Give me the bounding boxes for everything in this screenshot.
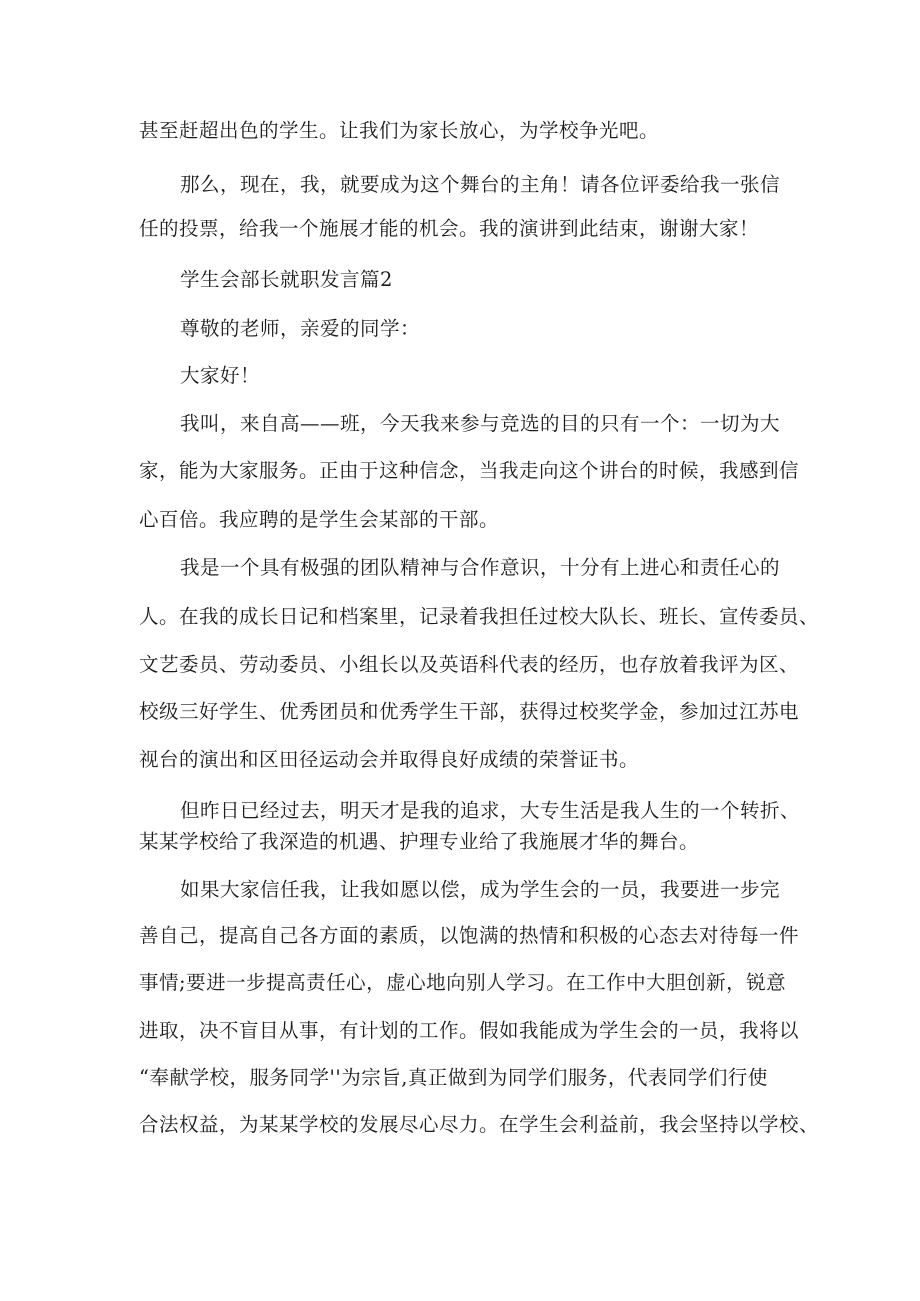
text-line: 校级三好学生、优秀团员和优秀学生干部，获得过校奖学金，参加过江苏电 [139, 700, 800, 723]
text-line: 文艺委员、劳动委员、小组长以及英语科代表的经历，也存放着我评为区、 [139, 653, 800, 676]
paragraph-start-line: 我是一个具有极强的团队精神与合作意识，十分有上进心和责任心的 [180, 556, 781, 579]
paragraph-start-line: 但昨日已经过去，明天才是我的追求，大专生活是我人生的一个转折、 [180, 799, 801, 822]
salutation-line: 尊敬的老师，亲爱的同学： [180, 317, 421, 340]
text-line: 心百倍。我应聘的是学生会某部的干部。 [139, 508, 500, 531]
greeting-line: 大家好！ [180, 364, 261, 387]
text-line: 合法权益，为某某学校的发展尽心尽力。在学生会利益前，我会坚持以学校、 [139, 1113, 820, 1136]
paragraph-start-line: 如果大家信任我，让我如愿以偿，成为学生会的一员，我要进一步完 [180, 878, 781, 901]
text-line: 甚至赶超出色的学生。让我们为家长放心，为学校争光吧。 [139, 119, 660, 142]
paragraph-start-line: 我叫，来自高——班，今天我来参与竞选的目的只有一个：一切为大 [180, 412, 781, 435]
text-line: 人。在我的成长日记和档案里，记录着我担任过校大队长、班长、宣传委员、 [139, 605, 820, 628]
text-line: “奉献学校，服务同学''为宗旨,真正做到为同学们服务，代表同学们行使 [139, 1066, 768, 1089]
text-line: 进取，决不盲目从事，有计划的工作。假如我能成为学生会的一员，我将以 [139, 1019, 800, 1042]
text-line: 善自己，提高自己各方面的素质，以饱满的热情和积极的心态去对待每一件 [139, 924, 800, 947]
text-line: 视台的演出和区田径运动会并取得良好成绩的荣誉证书。 [139, 748, 640, 771]
section-heading: 学生会部长就职发言篇2 [180, 268, 393, 291]
text-line: 某某学校给了我深造的机遇、护理专业给了我施展才华的舞台。 [139, 830, 700, 853]
text-line: 家，能为大家服务。正由于这种信念，当我走向这个讲台的时候，我感到信 [139, 459, 800, 482]
text-line: 任的投票，给我一个施展才能的机会。我的演讲到此结束，谢谢大家！ [139, 217, 760, 240]
text-line: 事情;要进一步提高责任心，虚心地向别人学习。在工作中大胆创新，锐意 [139, 971, 787, 994]
paragraph-start-line: 那么，现在，我，就要成为这个舞台的主角！请各位评委给我一张信 [180, 173, 781, 196]
